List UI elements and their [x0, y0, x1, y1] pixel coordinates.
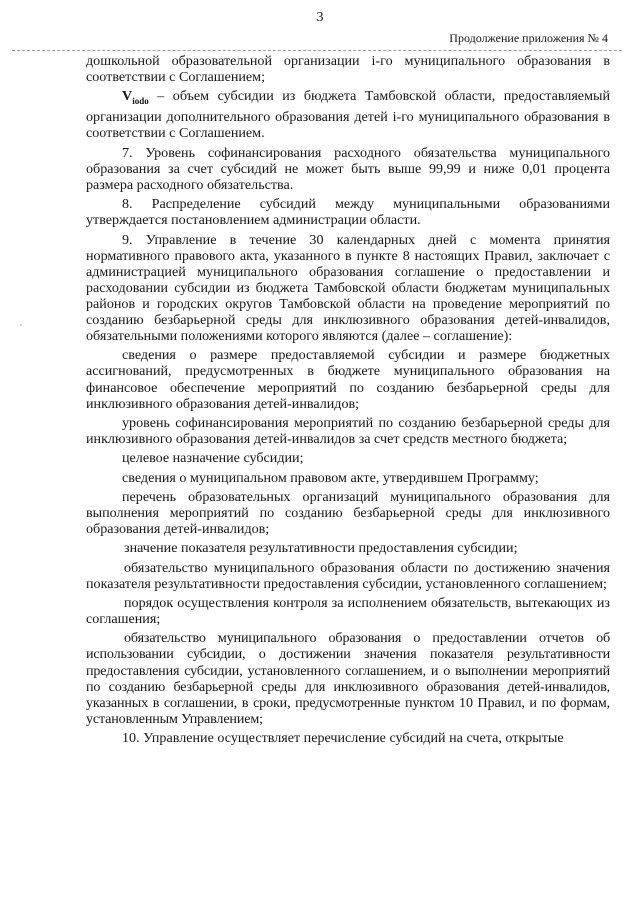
list-item: порядок осуществления контроля за исполнением обязательств, вытекающих из соглашения;	[86, 594, 610, 628]
document-body	[86, 53, 610, 749]
paragraph-7: 7. Уровень софинансирования расходного обязательства муниципального образования за счет субсидий не может быть выше 99,99 и ниже 0,01 процента размера расходного обязательства.	[86, 144, 610, 193]
paragraph-symbol-definition	[86, 88, 610, 141]
list-item: обязательство муниципального образования области по достижению значения показателя результативности предоставления субсидии, установленного соглашением;	[86, 559, 610, 592]
margin-mark: '	[20, 322, 22, 334]
header-divider	[12, 50, 622, 51]
list-item: перечень образовательных организаций муниципального образования для выполнения мероприятий по созданию безбарьерной среды для инклюзивного образования детей-инвалидов;	[86, 488, 610, 538]
paragraph-8: 8. Распределение субсидий между муниципальными образованиями утверждается постановлением администрации области.	[86, 196, 610, 229]
list-item: сведения о муниципальном правовом акте, утвердившем Программу;	[122, 469, 539, 486]
list-item: обязательство муниципального образования о предоставлении отчетов об использовании субсидии, о достижении значения показателя результативности предоставления субсидии, установленного соглашением, и о выполнении мероприятий по созданию безбарьерной среды для инклюзивного образования детей-инвалидов, указанных в соглашении, в сроки, предусмотренные пунктом 10 Правил, и по формам, установленным Управлением;	[86, 630, 610, 727]
page-number: 3	[316, 10, 324, 25]
paragraph-9: 9. Управление в течение 30 календарных дней с момента принятия нормативного правового акта, указанного в пункте 8 настоящих Правил, заключает с администрацией муниципального образования соглашение о предоставлении и расходовании субсидии из бюджета Тамбовской области бюджетам муниципальных районов и городских округов Тамбовской области на проведение мероприятий по созданию безбарьерной среды для инклюзивного образования детей-инвалидов, обязательными положениями которого являются (далее – соглашение):	[86, 231, 610, 345]
list-item: сведения о размере предоставляемой субсидии и размере бюджетных ассигнований, предусмотренных в бюджете муниципального образования на финансовое обеспечение мероприятий по созданию безбарьерной среды для инклюзивного образования детей-инвалидов;	[86, 347, 610, 412]
continuation-label: Продолжение приложения № 4	[449, 31, 608, 45]
formula-symbol	[122, 88, 149, 107]
paragraph-10: 10. Управление осуществляет перечисление субсидий на счета, открытые	[122, 730, 564, 747]
symbol-base: V	[122, 88, 133, 105]
symbol-definition-text: – объем субсидии из бюджета Тамбовской области, предоставляемый организации дополнительного образования детей i-го муниципального образования в соответствии с Соглашением.	[86, 88, 610, 142]
list-item: целевое назначение субсидии;	[122, 450, 304, 467]
paragraph-continuation: дошкольной образовательной организации i-го муниципального образования в соответствии с Соглашением;	[86, 53, 610, 86]
symbol-subscript: iodo	[132, 96, 149, 107]
list-item: значение показателя результативности предоставления субсидии;	[124, 540, 518, 557]
list-item: уровень софинансирования мероприятий по созданию безбарьерной среды для инклюзивного образования детей-инвалидов за счет средств местного бюджета;	[86, 414, 610, 447]
